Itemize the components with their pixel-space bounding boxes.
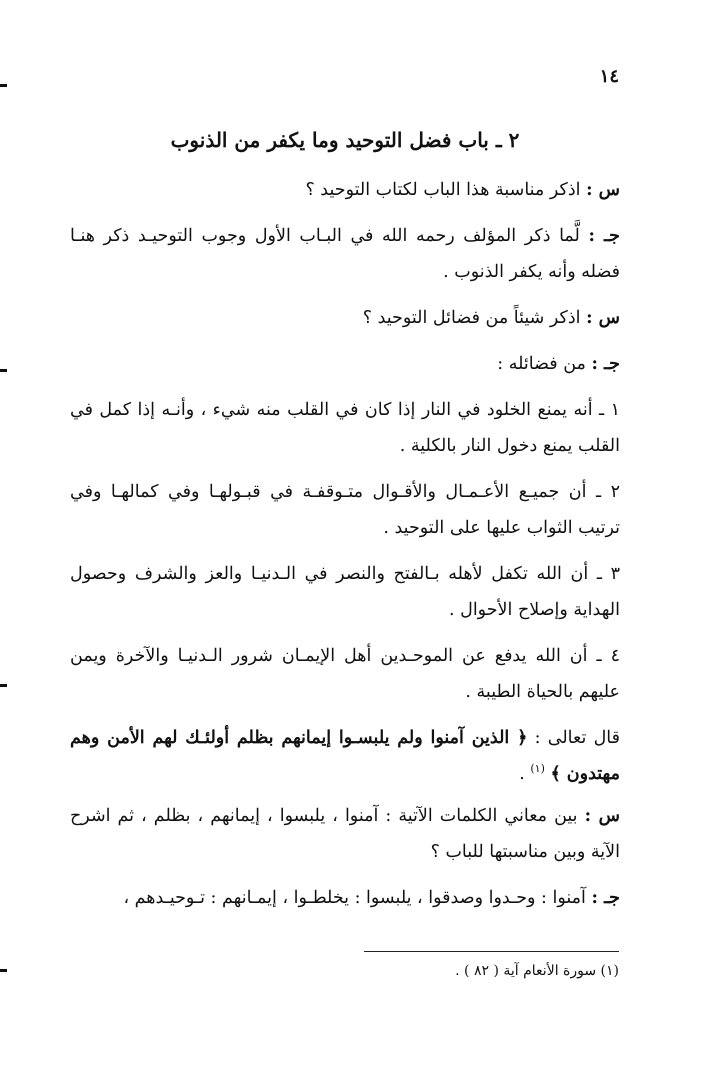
list-item xyxy=(70,638,620,710)
answer-paragraph xyxy=(70,346,620,382)
footnote: (١) سورة الأنعام آية ( ٨٢ ) . xyxy=(455,963,619,979)
question-text: بين معاني الكلمات الآتية : آمنوا ، يلبسوا ، إيمانهم ، بظلم ، ثم اشرح الآية وبين مناسبتها للباب ؟ xyxy=(70,806,620,862)
quran-verse: ﴿ الذين آمنوا ولم يلبسـوا إيمانهم بظلم أولئـك لهم الأمن وهم مهتدون ﴾ xyxy=(70,728,620,784)
question-paragraph xyxy=(70,300,620,336)
scan-edge-mark xyxy=(0,684,7,687)
answer-paragraph xyxy=(70,880,620,916)
list-item-text: ٣ ـ أن الله تكفل لأهله بـالفتح والنصر في الـدنيـا والعز والشرف وحصول الهداية وإصلاح الأحوال . xyxy=(70,564,620,620)
list-item xyxy=(70,474,620,546)
answer-text: آمنوا : وحـدوا وصدقوا ، يلبسوا : يخلطـوا ، إيمـانهم : تـوحيـدهم ، xyxy=(123,888,592,908)
list-item-text: ١ ـ أنه يمنع الخلود في النار إذا كان في القلب منه شيء ، وأنـه إذا كمل في القلب يمنع دخول النار بالكلية . xyxy=(70,400,620,456)
answer-text: لَّما ذكر المؤلف رحمه الله في البـاب الأول وجوب التوحيـد ذكر هنـا فضله وأنه يكفر الذنوب . xyxy=(70,226,620,282)
footnote-reference: (١) xyxy=(530,762,545,776)
page-number: ١٤ xyxy=(599,66,619,87)
verse-paragraph xyxy=(70,720,620,792)
page-content xyxy=(70,120,620,926)
question-text: اذكر مناسبة هذا الباب لكتاب التوحيد ؟ xyxy=(305,180,587,200)
answer-label: جـ : xyxy=(591,354,620,374)
question-paragraph xyxy=(70,798,620,870)
question-paragraph xyxy=(70,172,620,208)
question-label: س : xyxy=(586,180,620,200)
question-label: س : xyxy=(584,806,620,826)
footnote-divider xyxy=(364,951,619,952)
scan-edge-mark xyxy=(0,84,7,87)
scan-edge-mark xyxy=(0,369,7,372)
answer-label: جـ : xyxy=(588,226,620,246)
list-item xyxy=(70,392,620,464)
list-item-text: ٤ ـ أن الله يدفع عن الموحـدين أهل الإيمـان شرور الـدنيـا والآخرة ويمن عليهم بالحياة الطيبة . xyxy=(70,646,620,702)
question-text: اذكر شيئاً من فضائل التوحيد ؟ xyxy=(362,308,587,328)
scan-edge-mark xyxy=(0,969,7,972)
list-item-text: ٢ ـ أن جميـع الأعـمـال والأقـوال متـوقفـة في قبـولهـا وفي كمالهـا وفي ترتيب الثواب عليها على التوحيد . xyxy=(70,482,620,538)
verse-intro: قال تعالى : xyxy=(527,728,620,748)
question-label: س : xyxy=(586,308,620,328)
answer-text: من فضائله : xyxy=(497,354,592,374)
answer-paragraph xyxy=(70,218,620,290)
chapter-title: ٢ ـ باب فضل التوحيد وما يكفر من الذنوب xyxy=(170,128,520,152)
answer-label: جـ : xyxy=(591,888,620,908)
list-item xyxy=(70,556,620,628)
verse-end: . xyxy=(519,764,531,784)
